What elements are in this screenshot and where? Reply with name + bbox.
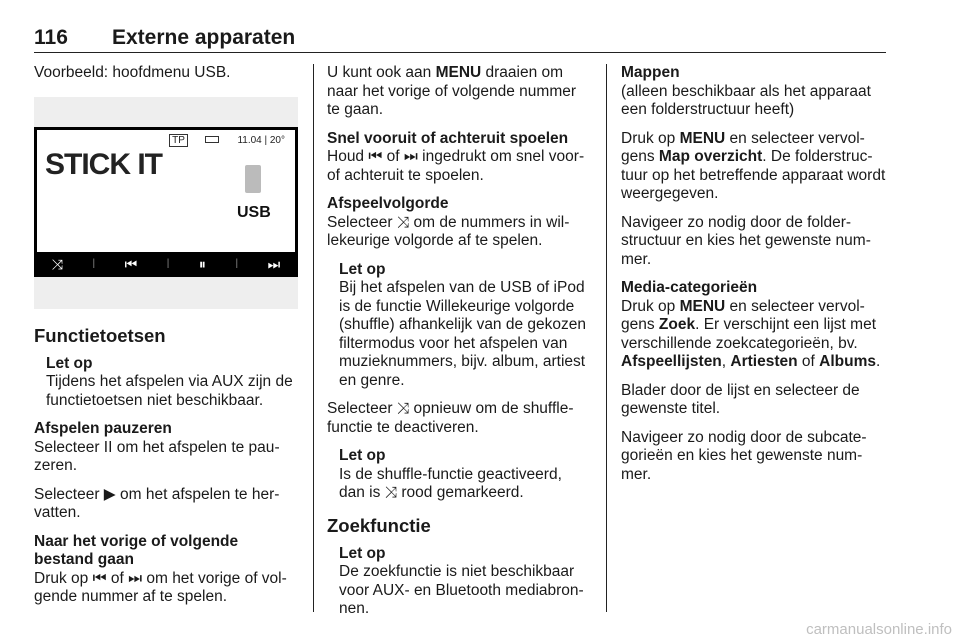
pause-text: Selecteer II om het afspelen te pauzeren.	[34, 438, 280, 474]
play-icon: ▶	[103, 485, 116, 503]
ff-text: Houd ⏮ of ⏭ ingedrukt om snel voorof achteruit te spoelen.	[327, 148, 585, 184]
shuffle-icon: ⤨	[396, 213, 410, 231]
note-text: Bij het afspelen van de USB of iPod is de functie Willekeurige volgorde (shuffle) afhankelijk van de gekozen filtermodus voor het afspelen van muzieknummers, bijv. album, artiest en genre.	[339, 279, 587, 389]
note-text: Is de shuffle-functie geactiveerd, dan is ⤨ rood gemarkeerd.	[339, 465, 562, 501]
status-text: 11.04 | 20°	[237, 134, 285, 146]
page-number: 116	[34, 26, 68, 49]
status-bar	[169, 132, 285, 151]
note-box	[46, 355, 298, 411]
folders-nav-text: Navigeer zo nodig door de folderstructuur en kies het gewenste nummer.	[621, 213, 871, 268]
track-title: STICK IT	[45, 147, 162, 181]
next-icon: ⏭	[128, 569, 143, 587]
resume-text: Selecteer ▶ om het afspelen te hervatten.	[34, 485, 280, 521]
media-text: Druk op MENU en selecteer vervolgens Zoek. Er verschijnt een lijst met verschillende zoekcategorieën, bv. Afspeellijsten, Artiesten of Albums.	[621, 297, 881, 370]
column-middle	[327, 64, 589, 629]
previous-icon: ⏮	[124, 256, 138, 273]
pause-icon: ⏸	[198, 256, 206, 273]
battery-icon	[205, 136, 219, 143]
subheading-pause: Afspelen pauzeren	[34, 420, 172, 437]
column-right	[621, 64, 887, 494]
source-label: USB	[237, 203, 271, 221]
note-label: Let op	[339, 447, 386, 464]
previous-icon: ⏮	[368, 148, 383, 165]
usb-stick-icon	[245, 165, 261, 193]
page-title: Externe apparaten	[112, 26, 296, 49]
shuffle-icon: ⤨	[384, 484, 398, 501]
section-heading: Functietoetsen	[34, 324, 166, 346]
deactivate-text: Selecteer ⤨ opnieuw om de shuffle-functie te deactiveren.	[327, 400, 574, 436]
column-left	[34, 64, 298, 617]
subheading-ff: Snel vooruit of achteruit spoelen	[327, 129, 569, 147]
shuffle-icon: ⤨	[396, 400, 410, 417]
folders-note: (alleen beschikbaar als het apparaat een folderstructuur heeft)	[621, 82, 871, 118]
menu-text: U kunt ook aan MENU draaien om naar het vorige of volgende nummer te gaan.	[327, 64, 577, 118]
subheading-media: Media-categorieën	[621, 279, 758, 296]
note-box	[339, 447, 589, 503]
order-text: Selecteer ⤨ om de nummers in willekeurige volgorde af te spelen.	[327, 213, 570, 249]
note-label: Let op	[46, 354, 93, 372]
tp-indicator: TP	[169, 134, 188, 147]
note-box	[339, 545, 589, 619]
subheading-folders: Mappen	[621, 64, 680, 81]
pause-icon: II	[103, 438, 113, 456]
column-divider	[313, 64, 314, 612]
note-box	[339, 261, 589, 391]
intro-text: Voorbeeld: hoofdmenu USB.	[34, 64, 231, 81]
note-text: De zoekfunctie is niet beschikbaar voor AUX- en Bluetooth mediabronnen.	[339, 563, 584, 617]
next-icon: ⏭	[267, 256, 281, 273]
folders-text: Druk op MENU en selecteer vervolgens Map overzicht. De folderstructuur op het betreffende apparaat wordt weergegeven.	[621, 129, 886, 202]
subheading-order: Afspeelvolgorde	[327, 195, 449, 212]
note-label: Let op	[339, 544, 386, 562]
shuffle-icon: ⤨	[51, 256, 63, 273]
previous-icon: ⏮	[92, 569, 107, 587]
media-browse-text: Blader door de lijst en selecteer de gewenste titel.	[621, 381, 860, 417]
display-screen	[34, 127, 298, 277]
page-header	[34, 22, 886, 53]
subheading-prevnext: Naar het vorige of volgende bestand gaan	[34, 532, 239, 568]
screen-illustration	[34, 97, 298, 309]
note-label: Let op	[339, 260, 386, 278]
prevnext-text: Druk op ⏮ of ⏭ om het vorige of volgende nummer af te spelen.	[34, 569, 287, 605]
next-icon: ⏭	[403, 148, 418, 165]
column-divider	[606, 64, 607, 612]
watermark: carmanualsonline.info	[806, 621, 952, 638]
playback-controls: ⤨ | ⏮ | ⏸ | ⏭	[51, 256, 281, 273]
note-text: Tijdens het afspelen via AUX zijn de functietoetsen niet beschikbaar.	[46, 373, 293, 409]
section-heading: Zoekfunctie	[327, 514, 431, 536]
media-nav-text: Navigeer zo nodig door de subcategorieën en kies het gewenste nummer.	[621, 428, 867, 483]
